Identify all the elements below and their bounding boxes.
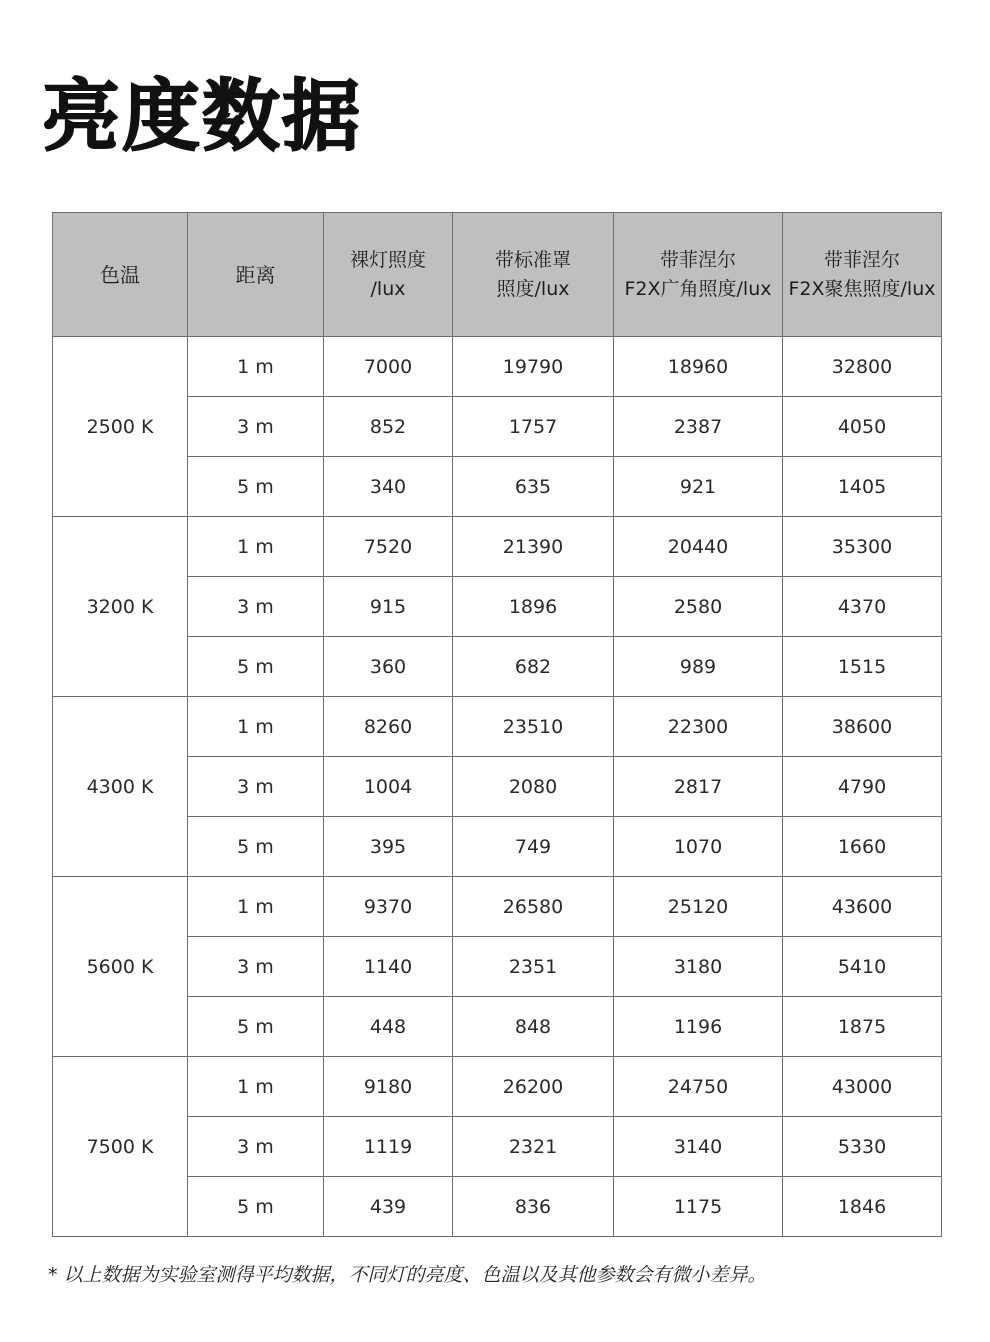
- standard-reflector-value: 682: [453, 637, 614, 697]
- table-row: [53, 517, 942, 577]
- distance-cell: 5 m: [188, 817, 324, 877]
- fresnel-wide-value: 22300: [614, 697, 783, 757]
- page-title: 亮度数据: [42, 72, 363, 162]
- footnote: * 以上数据为实验室测得平均数据，不同灯的亮度、色温以及其他参数会有微小差异。: [48, 1264, 767, 1286]
- fresnel-spot-value: 43600: [783, 877, 942, 937]
- fresnel-spot-value: 32800: [783, 337, 942, 397]
- header-label: 带菲涅尔: [659, 249, 736, 271]
- fresnel-wide-value: 20440: [614, 517, 783, 577]
- standard-reflector-value: 26580: [453, 877, 614, 937]
- bare-lamp-value: 9180: [324, 1057, 453, 1117]
- bare-lamp-value: 9370: [324, 877, 453, 937]
- fresnel-spot-value: 1875: [783, 997, 942, 1057]
- fresnel-spot-value: 4050: [783, 397, 942, 457]
- bare-lamp-value: 1004: [324, 757, 453, 817]
- color-temperature-cell: 4300 K: [53, 697, 188, 877]
- fresnel-wide-value: 921: [614, 457, 783, 517]
- fresnel-spot-value: 1515: [783, 637, 942, 697]
- fresnel-spot-value: 4370: [783, 577, 942, 637]
- table-row: [53, 1057, 942, 1117]
- standard-reflector-value: 1896: [453, 577, 614, 637]
- bare-lamp-value: 448: [324, 997, 453, 1057]
- fresnel-spot-value: 1405: [783, 457, 942, 517]
- standard-reflector-value: 635: [453, 457, 614, 517]
- distance-cell: 5 m: [188, 997, 324, 1057]
- table-header-row: [53, 213, 942, 337]
- distance-cell: 1 m: [188, 877, 324, 937]
- standard-reflector-value: 1757: [453, 397, 614, 457]
- standard-reflector-value: 2080: [453, 757, 614, 817]
- distance-cell: 3 m: [188, 937, 324, 997]
- distance-cell: 1 m: [188, 697, 324, 757]
- header-label: 带标准罩: [494, 249, 571, 271]
- fresnel-spot-value: 1660: [783, 817, 942, 877]
- header-label: F2X广角照度/lux: [624, 277, 772, 300]
- table-body: [53, 337, 942, 1237]
- fresnel-spot-value: 35300: [783, 517, 942, 577]
- header-distance: [188, 213, 324, 337]
- fresnel-spot-value: 5330: [783, 1117, 942, 1177]
- bare-lamp-value: 340: [324, 457, 453, 517]
- bare-lamp-value: 439: [324, 1177, 453, 1237]
- fresnel-spot-value: 43000: [783, 1057, 942, 1117]
- fresnel-wide-value: 989: [614, 637, 783, 697]
- bare-lamp-value: 7000: [324, 337, 453, 397]
- distance-cell: 1 m: [188, 337, 324, 397]
- fresnel-wide-value: 2817: [614, 757, 783, 817]
- header-label: /lux: [370, 277, 406, 300]
- fresnel-wide-value: 25120: [614, 877, 783, 937]
- color-temperature-cell: 5600 K: [53, 877, 188, 1057]
- bare-lamp-value: 7520: [324, 517, 453, 577]
- fresnel-wide-value: 3140: [614, 1117, 783, 1177]
- distance-cell: 3 m: [188, 757, 324, 817]
- fresnel-wide-value: 3180: [614, 937, 783, 997]
- header-standard-reflector-illuminance: [453, 213, 614, 337]
- header-label: 距离: [235, 262, 276, 287]
- brightness-data-table: [52, 212, 942, 1237]
- standard-reflector-value: 26200: [453, 1057, 614, 1117]
- header-label: 裸灯照度: [349, 249, 426, 271]
- table-row: [53, 877, 942, 937]
- fresnel-wide-value: 2580: [614, 577, 783, 637]
- fresnel-wide-value: 1070: [614, 817, 783, 877]
- distance-cell: 3 m: [188, 577, 324, 637]
- distance-cell: 3 m: [188, 1117, 324, 1177]
- fresnel-wide-value: 24750: [614, 1057, 783, 1117]
- standard-reflector-value: 21390: [453, 517, 614, 577]
- distance-cell: 3 m: [188, 397, 324, 457]
- bare-lamp-value: 8260: [324, 697, 453, 757]
- fresnel-wide-value: 1175: [614, 1177, 783, 1237]
- standard-reflector-value: 2351: [453, 937, 614, 997]
- fresnel-spot-value: 5410: [783, 937, 942, 997]
- color-temperature-cell: 2500 K: [53, 337, 188, 517]
- bare-lamp-value: 1119: [324, 1117, 453, 1177]
- standard-reflector-value: 23510: [453, 697, 614, 757]
- header-label: F2X聚焦照度/lux: [788, 277, 936, 300]
- standard-reflector-value: 2321: [453, 1117, 614, 1177]
- standard-reflector-value: 749: [453, 817, 614, 877]
- color-temperature-cell: 3200 K: [53, 517, 188, 697]
- header-color-temperature: [53, 213, 188, 337]
- standard-reflector-value: 848: [453, 997, 614, 1057]
- bare-lamp-value: 395: [324, 817, 453, 877]
- bare-lamp-value: 1140: [324, 937, 453, 997]
- header-fresnel-spot-illuminance: [783, 213, 942, 337]
- header-fresnel-wide-illuminance: [614, 213, 783, 337]
- bare-lamp-value: 852: [324, 397, 453, 457]
- color-temperature-cell: 7500 K: [53, 1057, 188, 1237]
- table-row: [53, 697, 942, 757]
- header-label: 色温: [100, 262, 140, 287]
- header-label: 照度/lux: [496, 277, 570, 300]
- bare-lamp-value: 360: [324, 637, 453, 697]
- standard-reflector-value: 19790: [453, 337, 614, 397]
- header-bare-lamp-illuminance: [324, 213, 453, 337]
- fresnel-spot-value: 4790: [783, 757, 942, 817]
- distance-cell: 5 m: [188, 637, 324, 697]
- distance-cell: 5 m: [188, 1177, 324, 1237]
- standard-reflector-value: 836: [453, 1177, 614, 1237]
- header-label: 带菲涅尔: [823, 249, 900, 271]
- fresnel-wide-value: 1196: [614, 997, 783, 1057]
- fresnel-spot-value: 1846: [783, 1177, 942, 1237]
- table-row: [53, 337, 942, 397]
- distance-cell: 1 m: [188, 1057, 324, 1117]
- fresnel-wide-value: 2387: [614, 397, 783, 457]
- distance-cell: 1 m: [188, 517, 324, 577]
- fresnel-wide-value: 18960: [614, 337, 783, 397]
- distance-cell: 5 m: [188, 457, 324, 517]
- bare-lamp-value: 915: [324, 577, 453, 637]
- fresnel-spot-value: 38600: [783, 697, 942, 757]
